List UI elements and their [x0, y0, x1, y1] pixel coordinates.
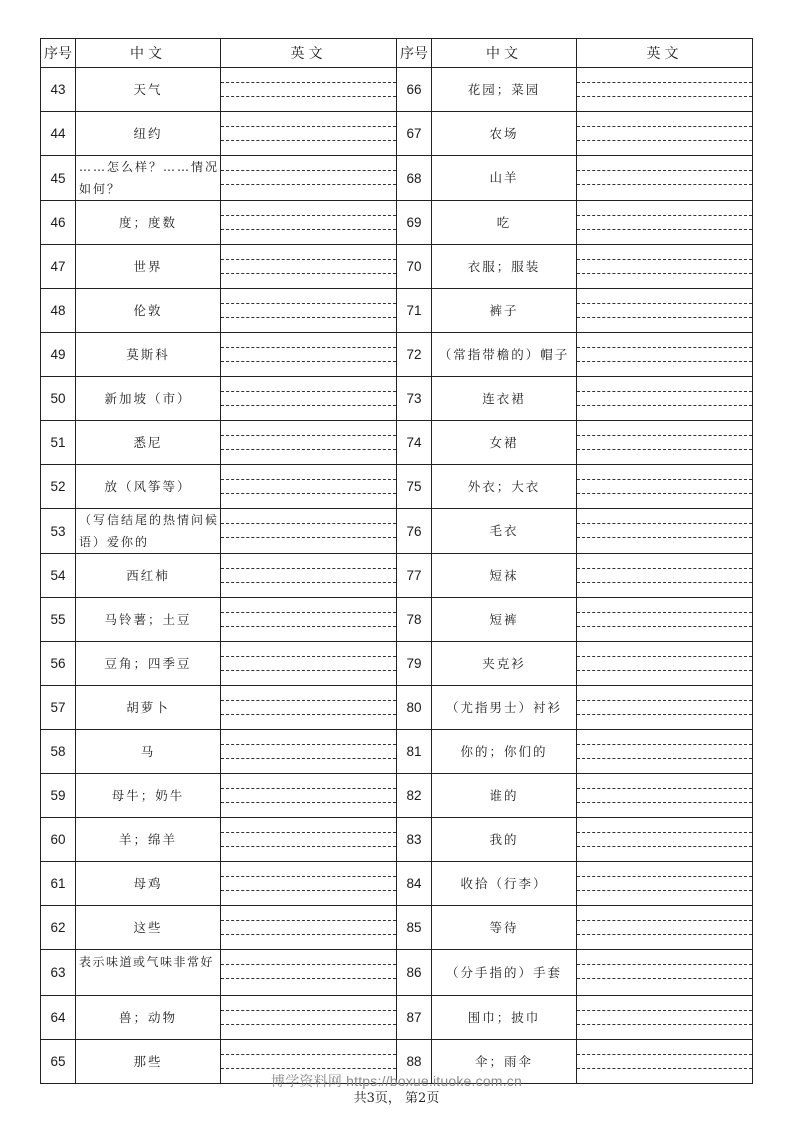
dashed-writing-line [577, 405, 752, 406]
table-row [41, 421, 753, 465]
dashed-writing-line [221, 435, 396, 436]
chinese-term: 悉尼 [76, 421, 221, 465]
dashed-writing-line [221, 449, 396, 450]
chinese-term: 豆角；四季豆 [76, 642, 221, 686]
chinese-term: 我的 [432, 818, 577, 862]
chinese-term: 放（风筝等） [76, 465, 221, 509]
dashed-writing-line [577, 170, 752, 171]
dashed-writing-line [577, 537, 752, 538]
chinese-term: 世界 [76, 245, 221, 289]
entry-number: 75 [397, 465, 432, 509]
table-row [41, 598, 753, 642]
chinese-term: 收拾（行李） [432, 862, 577, 906]
entry-number: 79 [397, 642, 432, 686]
dashed-writing-line [577, 700, 752, 701]
dashed-writing-line [221, 523, 396, 524]
dashed-writing-line [577, 479, 752, 480]
table-row [41, 201, 753, 245]
entry-number: 58 [41, 730, 76, 774]
dashed-writing-line [221, 361, 396, 362]
chinese-term: 伞；雨伞 [432, 1040, 577, 1084]
chinese-term: 等待 [432, 906, 577, 950]
english-answer-field[interactable] [221, 554, 397, 598]
entry-number: 49 [41, 333, 76, 377]
chinese-term: 谁的 [432, 774, 577, 818]
english-answer-field[interactable] [577, 421, 753, 465]
dashed-writing-line [221, 184, 396, 185]
english-answer-field[interactable] [577, 465, 753, 509]
table-row [41, 906, 753, 950]
dashed-writing-line [221, 82, 396, 83]
header-row [41, 39, 753, 68]
entry-number: 56 [41, 642, 76, 686]
chinese-term: 羊；绵羊 [76, 818, 221, 862]
dashed-writing-line [577, 934, 752, 935]
table-row [41, 774, 753, 818]
chinese-term: 度；度数 [76, 201, 221, 245]
chinese-term: 农场 [432, 112, 577, 156]
dashed-writing-line [577, 449, 752, 450]
dashed-writing-line [221, 670, 396, 671]
dashed-writing-line [577, 317, 752, 318]
dashed-writing-line [221, 832, 396, 833]
english-answer-field[interactable] [577, 245, 753, 289]
entry-number: 54 [41, 554, 76, 598]
english-answer-field[interactable] [221, 333, 397, 377]
entry-number: 76 [397, 509, 432, 554]
entry-number: 47 [41, 245, 76, 289]
dashed-writing-line [577, 273, 752, 274]
entry-number: 45 [41, 156, 76, 201]
chinese-term: 伦敦 [76, 289, 221, 333]
dashed-writing-line [221, 303, 396, 304]
dashed-writing-line [577, 964, 752, 965]
chinese-term: 母鸡 [76, 862, 221, 906]
chinese-term: 表示味道或气味非常好 [76, 950, 221, 996]
entry-number: 46 [41, 201, 76, 245]
english-answer-field[interactable] [577, 554, 753, 598]
english-answer-field[interactable] [577, 774, 753, 818]
table-row [41, 333, 753, 377]
english-answer-field[interactable] [577, 642, 753, 686]
table-row [41, 509, 753, 554]
dashed-writing-line [221, 582, 396, 583]
entry-number: 57 [41, 686, 76, 730]
dashed-writing-line [577, 788, 752, 789]
table-row [41, 112, 753, 156]
chinese-term: 衣服；服装 [432, 245, 577, 289]
dashed-writing-line [577, 435, 752, 436]
entry-number: 81 [397, 730, 432, 774]
english-answer-field[interactable] [577, 818, 753, 862]
chinese-term: 纽约 [76, 112, 221, 156]
entry-number: 83 [397, 818, 432, 862]
page-number: 共3页， 第2页 [353, 1091, 440, 1106]
dashed-writing-line [577, 876, 752, 877]
dashed-writing-line [221, 140, 396, 141]
english-answer-field[interactable] [221, 289, 397, 333]
dashed-writing-line [577, 1010, 752, 1011]
entry-number: 55 [41, 598, 76, 642]
table-row [41, 686, 753, 730]
table-row [41, 554, 753, 598]
dashed-writing-line [577, 215, 752, 216]
dashed-writing-line [577, 523, 752, 524]
dashed-writing-line [577, 140, 752, 141]
dashed-writing-line [221, 1024, 396, 1025]
entry-number: 67 [397, 112, 432, 156]
english-answer-field[interactable] [577, 112, 753, 156]
table-row [41, 730, 753, 774]
dashed-writing-line [221, 744, 396, 745]
dashed-writing-line [577, 96, 752, 97]
chinese-term: 外衣；大衣 [432, 465, 577, 509]
chinese-term: ……怎么样？……情况如何？ [76, 156, 221, 201]
dashed-writing-line [221, 96, 396, 97]
table-row [41, 950, 753, 996]
entry-number: 65 [41, 1040, 76, 1084]
dashed-writing-line [221, 568, 396, 569]
dashed-writing-line [221, 1054, 396, 1055]
english-answer-field[interactable] [577, 598, 753, 642]
english-answer-field[interactable] [221, 201, 397, 245]
english-answer-field[interactable] [577, 996, 753, 1040]
dashed-writing-line [221, 259, 396, 260]
dashed-writing-line [577, 259, 752, 260]
chinese-term: 山羊 [432, 156, 577, 201]
entry-number: 52 [41, 465, 76, 509]
dashed-writing-line [577, 978, 752, 979]
dashed-writing-line [221, 714, 396, 715]
dashed-writing-line [577, 82, 752, 83]
entry-number: 82 [397, 774, 432, 818]
dashed-writing-line [221, 317, 396, 318]
header-chinese-left: 中文 [76, 39, 221, 68]
dashed-writing-line [221, 934, 396, 935]
english-answer-field[interactable] [577, 201, 753, 245]
dashed-writing-line [577, 612, 752, 613]
chinese-term: 这些 [76, 906, 221, 950]
dashed-writing-line [221, 493, 396, 494]
table-row [41, 156, 753, 201]
dashed-writing-line [577, 758, 752, 759]
dashed-writing-line [221, 479, 396, 480]
english-answer-field[interactable] [221, 68, 397, 112]
table-row [41, 862, 753, 906]
entry-number: 88 [397, 1040, 432, 1084]
watermark-text: 博学资料网 https://boxue.ituoke.com.cn [271, 1073, 522, 1089]
dashed-writing-line [221, 788, 396, 789]
english-answer-field[interactable] [221, 598, 397, 642]
chinese-term: 毛衣 [432, 509, 577, 554]
header-chinese-right: 中文 [432, 39, 577, 68]
chinese-term: 新加坡（市） [76, 377, 221, 421]
chinese-term: 吃 [432, 201, 577, 245]
english-answer-field[interactable] [221, 996, 397, 1040]
entry-number: 69 [397, 201, 432, 245]
entry-number: 78 [397, 598, 432, 642]
entry-number: 77 [397, 554, 432, 598]
chinese-term: 母牛；奶牛 [76, 774, 221, 818]
chinese-term: 夹克衫 [432, 642, 577, 686]
dashed-writing-line [221, 1010, 396, 1011]
chinese-term: 短袜 [432, 554, 577, 598]
entry-number: 64 [41, 996, 76, 1040]
dashed-writing-line [577, 846, 752, 847]
dashed-writing-line [577, 582, 752, 583]
entry-number: 80 [397, 686, 432, 730]
dashed-writing-line [577, 802, 752, 803]
dashed-writing-line [577, 184, 752, 185]
entry-number: 50 [41, 377, 76, 421]
dashed-writing-line [221, 978, 396, 979]
table-row [41, 289, 753, 333]
entry-number: 70 [397, 245, 432, 289]
entry-number: 86 [397, 950, 432, 996]
header-num-right: 序号 [397, 39, 432, 68]
english-answer-field[interactable] [577, 68, 753, 112]
english-answer-field[interactable] [577, 156, 753, 201]
chinese-term: 天气 [76, 68, 221, 112]
entry-number: 59 [41, 774, 76, 818]
english-answer-field[interactable] [577, 862, 753, 906]
dashed-writing-line [221, 537, 396, 538]
english-answer-field[interactable] [221, 465, 397, 509]
dashed-writing-line [221, 273, 396, 274]
english-answer-field[interactable] [577, 377, 753, 421]
english-answer-field[interactable] [577, 686, 753, 730]
chinese-term: 女裙 [432, 421, 577, 465]
dashed-writing-line [221, 846, 396, 847]
dashed-writing-line [221, 405, 396, 406]
dashed-writing-line [577, 744, 752, 745]
english-answer-field[interactable] [221, 509, 397, 554]
dashed-writing-line [577, 126, 752, 127]
table-row [41, 642, 753, 686]
entry-number: 63 [41, 950, 76, 996]
dashed-writing-line [577, 229, 752, 230]
chinese-term: 马 [76, 730, 221, 774]
table-row [41, 996, 753, 1040]
entry-number: 71 [397, 289, 432, 333]
dashed-writing-line [577, 832, 752, 833]
dashed-writing-line [577, 656, 752, 657]
english-answer-field[interactable] [221, 156, 397, 201]
dashed-writing-line [577, 920, 752, 921]
dashed-writing-line [221, 170, 396, 171]
dashed-writing-line [221, 890, 396, 891]
entry-number: 73 [397, 377, 432, 421]
entry-number: 84 [397, 862, 432, 906]
dashed-writing-line [221, 964, 396, 965]
dashed-writing-line [577, 391, 752, 392]
table-row [41, 68, 753, 112]
dashed-writing-line [221, 876, 396, 877]
entry-number: 87 [397, 996, 432, 1040]
dashed-writing-line [221, 612, 396, 613]
chinese-term: 兽；动物 [76, 996, 221, 1040]
dashed-writing-line [577, 626, 752, 627]
entry-number: 62 [41, 906, 76, 950]
english-answer-field[interactable] [221, 862, 397, 906]
english-answer-field[interactable] [221, 774, 397, 818]
english-answer-field[interactable] [221, 245, 397, 289]
header-num-left: 序号 [41, 39, 76, 68]
chinese-term: （常指带檐的）帽子 [432, 333, 577, 377]
chinese-term: 连衣裙 [432, 377, 577, 421]
dashed-writing-line [577, 670, 752, 671]
header-english-right: 英文 [577, 39, 753, 68]
english-answer-field[interactable] [221, 730, 397, 774]
chinese-term: 花园；菜园 [432, 68, 577, 112]
entry-number: 74 [397, 421, 432, 465]
dashed-writing-line [221, 229, 396, 230]
dashed-writing-line [577, 890, 752, 891]
entry-number: 53 [41, 509, 76, 554]
dashed-writing-line [577, 361, 752, 362]
english-answer-field[interactable] [577, 950, 753, 996]
entry-number: 43 [41, 68, 76, 112]
chinese-term: 你的；你们的 [432, 730, 577, 774]
english-answer-field[interactable] [577, 906, 753, 950]
entry-number: 61 [41, 862, 76, 906]
chinese-term: （分手指的）手套 [432, 950, 577, 996]
table-row [41, 818, 753, 862]
dashed-writing-line [221, 802, 396, 803]
table-row [41, 465, 753, 509]
chinese-term: （写信结尾的热情问候语）爱你的 [76, 509, 221, 554]
dashed-writing-line [221, 347, 396, 348]
vocabulary-table [40, 38, 753, 1084]
dashed-writing-line [577, 568, 752, 569]
english-answer-field[interactable] [221, 950, 397, 996]
english-answer-field[interactable] [221, 421, 397, 465]
table-row [41, 377, 753, 421]
english-answer-field[interactable] [221, 642, 397, 686]
dashed-writing-line [577, 493, 752, 494]
chinese-term: 胡萝卜 [76, 686, 221, 730]
entry-number: 72 [397, 333, 432, 377]
entry-number: 85 [397, 906, 432, 950]
dashed-writing-line [577, 347, 752, 348]
dashed-writing-line [577, 1024, 752, 1025]
english-answer-field[interactable] [221, 377, 397, 421]
dashed-writing-line [577, 1068, 752, 1069]
english-answer-field[interactable] [221, 112, 397, 156]
english-answer-field[interactable] [221, 686, 397, 730]
entry-number: 51 [41, 421, 76, 465]
english-answer-field[interactable] [577, 289, 753, 333]
header-english-left: 英文 [221, 39, 397, 68]
dashed-writing-line [221, 126, 396, 127]
dashed-writing-line [221, 920, 396, 921]
dashed-writing-line [221, 626, 396, 627]
english-answer-field[interactable] [577, 730, 753, 774]
chinese-term: 西红柿 [76, 554, 221, 598]
dashed-writing-line [221, 391, 396, 392]
dashed-writing-line [221, 1068, 396, 1069]
chinese-term: 马铃薯；土豆 [76, 598, 221, 642]
entry-number: 44 [41, 112, 76, 156]
dashed-writing-line [221, 700, 396, 701]
dashed-writing-line [577, 1054, 752, 1055]
dashed-writing-line [221, 758, 396, 759]
english-answer-field[interactable] [221, 906, 397, 950]
chinese-term: （尤指男士）衬衫 [432, 686, 577, 730]
english-answer-field[interactable] [221, 818, 397, 862]
chinese-term: 围巾；披巾 [432, 996, 577, 1040]
dashed-writing-line [221, 215, 396, 216]
entry-number: 66 [397, 68, 432, 112]
table-row [41, 245, 753, 289]
entry-number: 48 [41, 289, 76, 333]
entry-number: 68 [397, 156, 432, 201]
chinese-term: 裤子 [432, 289, 577, 333]
dashed-writing-line [221, 656, 396, 657]
english-answer-field[interactable] [577, 333, 753, 377]
chinese-term: 短裤 [432, 598, 577, 642]
table-body [41, 68, 753, 1084]
chinese-term: 那些 [76, 1040, 221, 1084]
dashed-writing-line [577, 714, 752, 715]
dashed-writing-line [577, 303, 752, 304]
entry-number: 60 [41, 818, 76, 862]
chinese-term: 莫斯科 [76, 333, 221, 377]
english-answer-field[interactable] [577, 509, 753, 554]
